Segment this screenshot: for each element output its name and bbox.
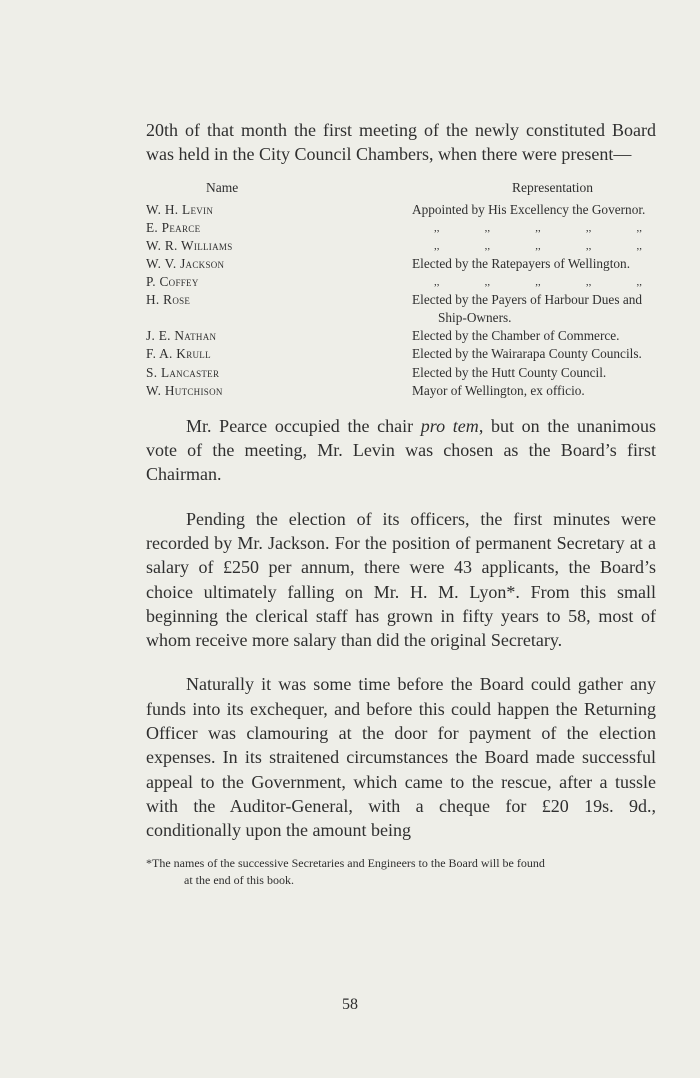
member-name: P. Coffey — [146, 274, 199, 290]
page-number: 58 — [342, 996, 358, 1013]
member-name: S. Lancaster — [146, 364, 220, 380]
page-body — [146, 118, 656, 889]
member-name: E. Pearce — [146, 219, 201, 235]
footnote-line-1: *The names of the successive Secretaries and Engineers to the Board will be found — [146, 856, 545, 871]
ditto-mark: ,, — [535, 239, 541, 252]
member-representation: Mayor of Wellington, ex officio. — [412, 382, 585, 398]
table-row — [146, 382, 656, 400]
funds-paragraph: Naturally it was some time before the Board could gather any funds into its exchequer, and before this could happen the Returning Officer was clamouring at the door for payment of the election expenses. In its straitened circumstances the Board made successful appeal to the Government, which came to the rescue, after a tussle with the Auditor-General, with a cheque for £20 19s. 9d., conditionally upon the amount being — [146, 674, 656, 841]
member-name: W. V. Jackson — [146, 255, 225, 271]
member-name: W. R. Williams — [146, 237, 233, 253]
table-row — [146, 291, 656, 327]
footnote — [146, 855, 656, 889]
table-row — [146, 237, 656, 255]
table-row — [146, 219, 656, 237]
chairman-text-b: , but on the unanimous vote of the meeting, Mr. Levin was chosen as the Board’s first Chairman. — [146, 415, 657, 485]
ditto-marks — [412, 273, 656, 291]
secretary-paragraph: Pending the election of its officers, the first minutes were recorded by Mr. Jackson. For the position of permanent Secretary at a salary of £250 per annum, there were 43 applicants, the Board’s choice ultimately falling on Mr. H. M. Lyon*. From this small beginning the clerical staff has grown in fifty years to 58, most of whom receive more salary than did the original Secretary. — [146, 508, 656, 651]
ditto-text — [412, 237, 656, 255]
table-row — [146, 345, 656, 363]
ditto-marks — [412, 237, 656, 255]
table-row — [146, 327, 656, 345]
ditto-mark: ,, — [585, 221, 592, 234]
member-representation: Appointed by His Excellency the Governor. — [412, 201, 646, 217]
ditto-mark: ,, — [636, 221, 642, 234]
ditto-marks — [412, 219, 656, 237]
ditto-mark: ,, — [585, 239, 592, 252]
table-row — [146, 273, 656, 291]
member-representation: Elected by the Chamber of Commerce. — [412, 328, 620, 344]
ditto-mark: ,, — [636, 276, 642, 289]
ditto-mark: ,, — [434, 221, 440, 234]
ditto-text — [412, 219, 656, 237]
header-representation: Representation — [512, 179, 593, 195]
ditto-mark: ,, — [535, 221, 541, 234]
member-representation: Elected by the Hutt County Council. — [412, 364, 607, 380]
header-name: Name — [206, 179, 239, 195]
ditto-mark: ,, — [484, 239, 491, 252]
pro-tem-italic: pro tem — [420, 415, 479, 436]
intro-paragraph: 20th of that month the first meeting of the newly constituted Board was held in the City Council Chambers, when there were present— — [146, 120, 656, 165]
member-representation: Elected by the Ratepayers of Wellington. — [412, 255, 631, 271]
ditto-mark: ,, — [434, 239, 440, 252]
member-name: J. E. Nathan — [146, 328, 217, 344]
chairman-paragraph — [146, 414, 656, 487]
table-header-row — [146, 179, 656, 201]
table-row — [146, 255, 656, 273]
ditto-mark: ,, — [484, 276, 491, 289]
table-row — [146, 201, 656, 219]
board-members-table — [146, 179, 656, 400]
representation-line: Elected by the Payers of Harbour Dues and — [412, 292, 643, 308]
ditto-mark: ,, — [585, 276, 592, 289]
footnote-line-2: at the end of this book. — [184, 873, 294, 888]
chairman-text-a: Mr. Pearce occupied the chair — [186, 415, 421, 436]
member-representation: Elected by the Wairarapa County Councils. — [412, 346, 642, 362]
member-representation — [412, 291, 656, 327]
member-name: F. A. Krull — [146, 346, 211, 362]
member-name: H. Rose — [146, 292, 191, 308]
representation-continuation: Ship-Owners. — [438, 310, 512, 326]
table-row — [146, 364, 656, 382]
member-name: W. H. Levin — [146, 201, 214, 217]
ditto-mark: ,, — [484, 221, 491, 234]
ditto-text — [412, 273, 656, 291]
ditto-mark: ,, — [535, 276, 541, 289]
member-name: W. Hutchison — [146, 382, 223, 398]
ditto-mark: ,, — [434, 276, 440, 289]
ditto-mark: ,, — [636, 239, 642, 252]
